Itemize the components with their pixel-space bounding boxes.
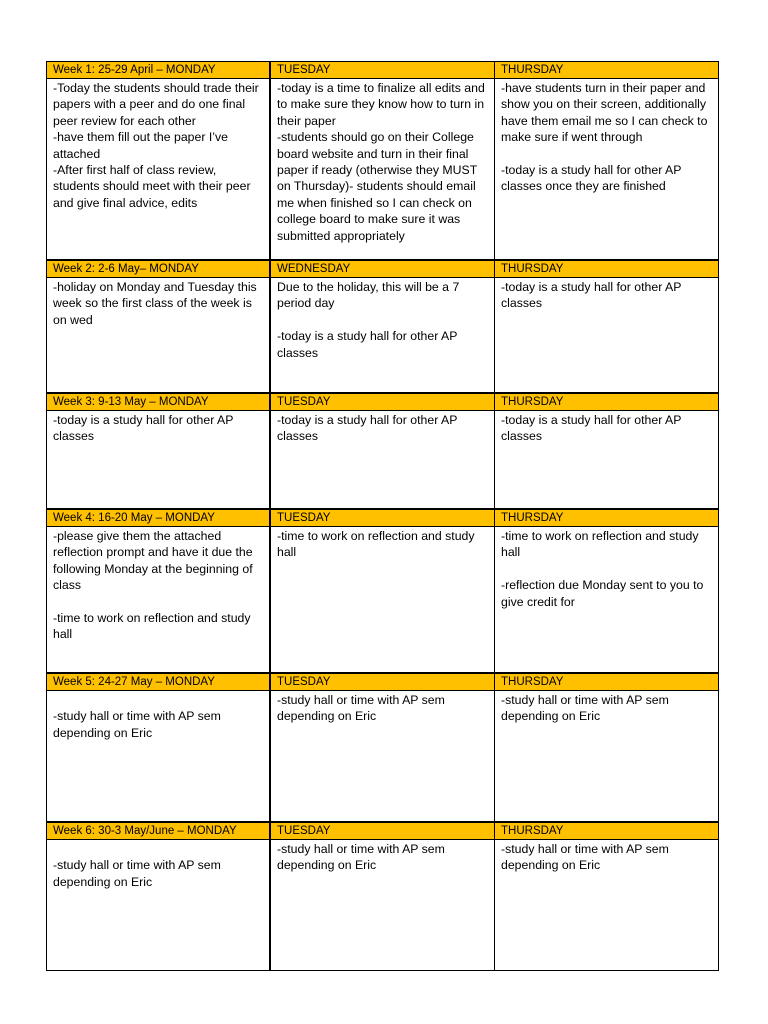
tuesday-cell: -time to work on reflection and study hall — [271, 527, 495, 672]
thursday-header: THURSDAY — [501, 396, 564, 408]
week-content-row — [47, 79, 718, 259]
monday-cell: -today is a study hall for other AP classes — [47, 411, 271, 508]
monday-cell: -holiday on Monday and Tuesday this week so the first class of the week is on wed — [47, 278, 271, 392]
week-1-block — [47, 62, 718, 259]
week-day-header: Week 5: 24-27 May – MONDAY — [47, 674, 271, 690]
thursday-header: THURSDAY — [501, 825, 564, 837]
week-day-header: Week 1: 25-29 April – MONDAY — [47, 62, 271, 78]
monday-cell: -please give them the attached reflection prompt and have it due the following Monday at the beginning of class -time to work on reflection and study hall — [47, 527, 271, 672]
thursday-header: THURSDAY — [501, 64, 564, 76]
week-content-row — [47, 411, 718, 508]
tuesday-cell: -today is a time to finalize all edits and to make sure they know how to turn in their paper -students should go on their College board website and turn in their final paper if ready (otherwise they MUST on Thursday)- students should email me when finished so I can check on college board to make sure it was submitted appropriately — [271, 79, 495, 259]
week-content-row — [47, 527, 718, 672]
week-header-row — [47, 674, 718, 691]
week-day-header: Week 3: 9-13 May – MONDAY — [47, 394, 271, 410]
thursday-cell: -time to work on reflection and study hall -reflection due Monday sent to you to give credit for — [501, 529, 704, 609]
week-header-row — [47, 62, 718, 79]
week-content-row — [47, 840, 718, 970]
week-6-block — [47, 821, 718, 970]
tuesday-header: TUESDAY — [271, 510, 495, 526]
schedule-table — [46, 61, 719, 971]
week-4-block — [47, 508, 718, 672]
thursday-header: THURSDAY — [501, 676, 564, 688]
tuesday-header: TUESDAY — [271, 62, 495, 78]
tuesday-header: TUESDAY — [271, 394, 495, 410]
tuesday-header: TUESDAY — [271, 674, 495, 690]
week-3-block — [47, 392, 718, 508]
week-day-header: Week 2: 2-6 May– MONDAY — [47, 261, 271, 277]
week-day-header: Week 4: 16-20 May – MONDAY — [47, 510, 271, 526]
monday-cell: -Today the students should trade their papers with a peer and do one final peer review for each other -have them fill out the paper I’ve attached -After first half of class review, students should meet with their peer and give final advice, edits — [47, 79, 271, 259]
monday-cell: -study hall or time with AP sem depending on Eric — [47, 840, 271, 970]
thursday-header: THURSDAY — [501, 512, 564, 524]
tuesday-cell: -study hall or time with AP sem depending on Eric — [271, 691, 495, 821]
week-day-header: Week 6: 30-3 May/June – MONDAY — [47, 823, 271, 839]
week-header-row — [47, 510, 718, 527]
week-content-row — [47, 691, 718, 821]
week-header-row — [47, 823, 718, 840]
tuesday-header: TUESDAY — [271, 823, 495, 839]
thursday-cell: -study hall or time with AP sem depending on Eric — [501, 842, 669, 873]
thursday-cell: -today is a study hall for other AP classes — [501, 413, 682, 444]
thursday-cell: -today is a study hall for other AP classes — [501, 280, 682, 311]
tuesday-cell: -today is a study hall for other AP classes — [271, 411, 495, 508]
week-content-row — [47, 278, 718, 392]
week-header-row — [47, 394, 718, 411]
tuesday-cell: -study hall or time with AP sem depending on Eric — [271, 840, 495, 970]
week-5-block — [47, 672, 718, 821]
wednesday-header: WEDNESDAY — [271, 261, 495, 277]
monday-cell: -study hall or time with AP sem depending on Eric — [47, 691, 271, 821]
thursday-header: THURSDAY — [501, 263, 564, 275]
wednesday-cell: Due to the holiday, this will be a 7 period day -today is a study hall for other AP classes — [271, 278, 495, 392]
thursday-cell: -have students turn in their paper and show you on their screen, additionally have them email me so I can check to make sure if went through -today is a study hall for other AP classes once they are finished — [501, 81, 708, 194]
week-2-block — [47, 259, 718, 392]
thursday-cell: -study hall or time with AP sem depending on Eric — [501, 693, 669, 724]
week-header-row — [47, 261, 718, 278]
